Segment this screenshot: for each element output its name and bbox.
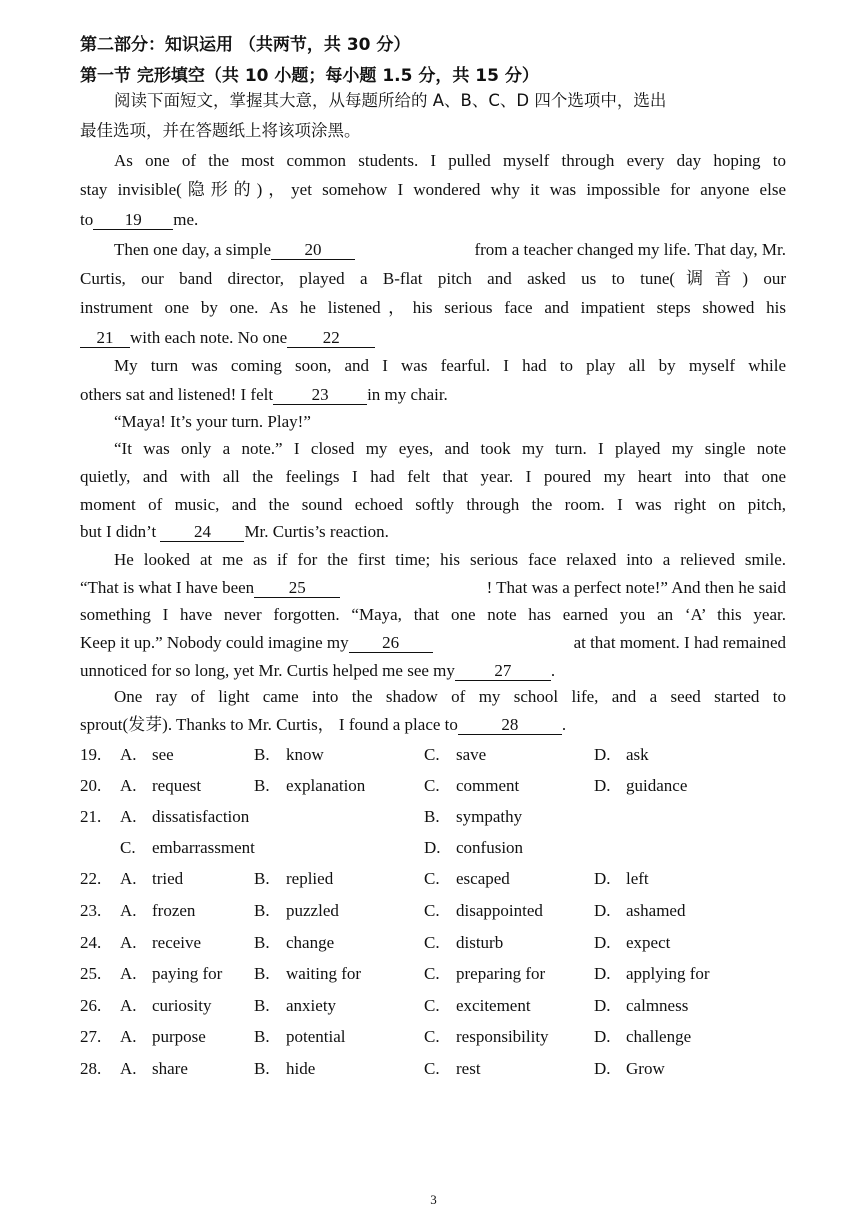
option-b <box>254 1059 315 1079</box>
option-letter: D. <box>594 933 611 952</box>
passage-line <box>80 577 786 599</box>
question-row <box>80 745 800 769</box>
passage-text: me. <box>173 210 199 229</box>
option-a <box>120 745 174 765</box>
option-letter: B. <box>254 901 270 920</box>
passage-line <box>114 239 786 261</box>
section-title: 第二部分：知识运用 （共两节，共 30 分） <box>80 35 411 55</box>
passage-line: As one of the most common students. I pulled myself through every day hoping to <box>114 151 786 170</box>
option-letter: D. <box>594 745 611 764</box>
option-a <box>120 807 249 827</box>
passage-text: others sat and listened! I felt <box>80 385 274 404</box>
question-row <box>80 996 800 1020</box>
option-letter: B. <box>254 996 270 1015</box>
option-letter: C. <box>424 869 440 888</box>
option-letter: C. <box>120 838 136 857</box>
question-row <box>80 933 800 957</box>
subsection-title: 第一节 完形填空（共 10 小题；每小题 1.5 分，共 15 分） <box>80 66 539 86</box>
option-text: puzzled <box>286 901 339 920</box>
question-number: 24. <box>80 933 102 952</box>
passage-text: Then one day, a simple <box>114 240 272 259</box>
question-number: 21. <box>80 807 102 826</box>
option-text: curiosity <box>152 996 212 1015</box>
passage-line <box>80 660 555 682</box>
passage-line: One ray of light came into the shadow of my school life, and a seed started to <box>114 687 786 706</box>
option-letter: B. <box>254 933 270 952</box>
question-row <box>80 964 800 988</box>
blank-21: 21 <box>80 329 130 348</box>
option-d <box>594 996 688 1016</box>
option-a <box>120 1059 188 1079</box>
option-text: explanation <box>286 776 366 795</box>
option-letter: D. <box>594 996 611 1015</box>
option-d <box>594 1059 665 1079</box>
option-letter: B. <box>254 745 270 764</box>
option-letter: A. <box>120 1027 137 1046</box>
option-text: frozen <box>152 901 196 920</box>
passage-text: at that moment. I had remained <box>573 633 786 652</box>
blank-22: 22 <box>287 329 375 348</box>
option-a <box>120 776 201 796</box>
question-number: 28. <box>80 1059 102 1078</box>
passage-text: . <box>550 661 556 680</box>
option-letter: B. <box>254 869 270 888</box>
option-c <box>424 901 543 921</box>
passage-line: instrument one by one. As he listened，his serious face and impatient steps showed his <box>80 298 786 317</box>
option-letter: A. <box>120 933 137 952</box>
option-text: guidance <box>626 776 688 795</box>
option-c <box>424 1059 481 1079</box>
option-letter: A. <box>120 1059 137 1078</box>
question-number: 25. <box>80 964 102 983</box>
passage-text: but I didn’t <box>80 522 157 541</box>
option-text: calmness <box>626 996 689 1015</box>
option-text: anxiety <box>286 996 337 1015</box>
option-text: sympathy <box>456 807 523 826</box>
question-number: 23. <box>80 901 102 920</box>
option-b <box>254 964 361 984</box>
option-letter: B. <box>254 1059 270 1078</box>
option-d <box>594 901 685 921</box>
option-text: potential <box>286 1027 346 1046</box>
option-a <box>120 1027 206 1047</box>
option-letter: D. <box>424 838 441 857</box>
option-d <box>594 869 649 889</box>
passage-text: “That is what I have been <box>80 578 255 597</box>
option-b <box>254 869 333 889</box>
question-row <box>80 869 800 893</box>
passage-text: . <box>561 715 567 734</box>
option-c <box>424 964 545 984</box>
option-letter: C. <box>424 745 440 764</box>
passage-line: He looked at me as if for the first time; his serious face relaxed into a relieved smile. <box>114 550 786 569</box>
passage-line <box>80 327 375 349</box>
option-text: purpose <box>152 1027 206 1046</box>
option-text: comment <box>456 776 520 795</box>
option-letter: D. <box>594 1027 611 1046</box>
option-d <box>594 933 670 953</box>
instructions-line-1: 阅读下面短文，掌握其大意，从每题所给的 A、B、C、D 四个选项中，选出 <box>114 91 667 110</box>
blank-26: 26 <box>349 634 433 653</box>
option-letter: A. <box>120 996 137 1015</box>
instructions-line-2: 最佳选项，并在答题纸上将该项涂黑。 <box>80 121 361 140</box>
option-letter: A. <box>120 869 137 888</box>
option-text: preparing for <box>456 964 546 983</box>
passage-line <box>80 632 786 654</box>
option-c <box>424 776 519 796</box>
question-number: 27. <box>80 1027 102 1046</box>
question-row <box>80 901 800 925</box>
blank-27: 27 <box>455 662 551 681</box>
blank-19: 19 <box>93 211 173 230</box>
option-text: know <box>286 745 324 764</box>
option-b <box>254 996 336 1016</box>
option-a <box>120 869 183 889</box>
option-d <box>594 776 687 796</box>
option-a <box>120 933 201 953</box>
question-number: 26. <box>80 996 102 1015</box>
passage-text: from a teacher changed my life. That day, Mr. <box>474 240 786 259</box>
blank-28: 28 <box>458 716 562 735</box>
option-text: receive <box>152 933 202 952</box>
option-b <box>254 745 324 765</box>
option-letter: C. <box>424 1059 440 1078</box>
passage-line <box>80 714 566 736</box>
option-d <box>424 838 523 858</box>
option-text: excitement <box>456 996 531 1015</box>
option-letter: A. <box>120 745 137 764</box>
passage-line: Curtis, our band director, played a B-flat pitch and asked us to tune(调音) our <box>80 269 786 288</box>
option-text: dissatisfaction <box>152 807 250 826</box>
option-letter: C. <box>424 964 440 983</box>
question-row <box>80 776 800 800</box>
passage-line: moment of music, and the sound echoed softly through the room. I was right on pitch, <box>80 495 786 514</box>
option-a <box>120 964 222 984</box>
option-letter: C. <box>424 1027 440 1046</box>
option-text: expect <box>626 933 671 952</box>
option-letter: A. <box>120 964 137 983</box>
option-letter: B. <box>254 1027 270 1046</box>
option-letter: B. <box>424 807 440 826</box>
passage-text: Mr. Curtis’s reaction. <box>244 522 389 541</box>
option-letter: C. <box>424 776 440 795</box>
passage-text: with each note. No one <box>130 328 288 347</box>
passage-line: “It was only a note.” I closed my eyes, and took my turn. I played my single note <box>114 439 786 458</box>
option-text: paying for <box>152 964 223 983</box>
option-letter: A. <box>120 807 137 826</box>
passage-text: to <box>80 210 94 229</box>
option-c <box>424 1027 549 1047</box>
option-letter: D. <box>594 869 611 888</box>
question-row <box>80 807 800 831</box>
option-letter: C. <box>424 901 440 920</box>
passage-line: quietly, and with all the feelings I had felt that year. I poured my heart into that one <box>80 467 786 486</box>
question-number: 22. <box>80 869 102 888</box>
option-a <box>120 901 195 921</box>
option-text: replied <box>286 869 334 888</box>
option-letter: D. <box>594 1059 611 1078</box>
option-letter: D. <box>594 964 611 983</box>
option-letter: B. <box>254 776 270 795</box>
passage-line <box>80 209 198 231</box>
option-text: waiting for <box>286 964 362 983</box>
option-c <box>424 745 486 765</box>
question-row <box>80 838 800 862</box>
option-text: disturb <box>456 933 504 952</box>
option-text: challenge <box>626 1027 692 1046</box>
option-text: ashamed <box>626 901 686 920</box>
option-text: escaped <box>456 869 510 888</box>
page-number: 3 <box>430 1192 437 1207</box>
option-letter: B. <box>254 964 270 983</box>
option-text: tried <box>152 869 184 888</box>
option-letter: A. <box>120 776 137 795</box>
option-text: disappointed <box>456 901 543 920</box>
option-c <box>424 996 531 1016</box>
option-text: save <box>456 745 487 764</box>
option-text: request <box>152 776 202 795</box>
question-row <box>80 1059 800 1083</box>
question-row <box>80 1027 800 1051</box>
option-text: share <box>152 1059 188 1078</box>
option-text: see <box>152 745 174 764</box>
passage-line: stay invisible(隐形的)，yet somehow I wondered why it was impossible for anyone else <box>80 180 786 199</box>
option-text: embarrassment <box>152 838 255 857</box>
option-text: hide <box>286 1059 316 1078</box>
option-b <box>254 1027 345 1047</box>
option-d <box>594 745 649 765</box>
option-d <box>594 1027 691 1047</box>
passage-line <box>80 384 448 406</box>
option-b <box>424 807 522 827</box>
blank-25: 25 <box>254 579 340 598</box>
option-d <box>594 964 710 984</box>
blank-23: 23 <box>273 386 367 405</box>
option-text: Grow <box>626 1059 665 1078</box>
option-text: left <box>626 869 649 888</box>
option-text: responsibility <box>456 1027 549 1046</box>
passage-text: Keep it up.” Nobody could imagine my <box>80 633 349 652</box>
passage-line: My turn was coming soon, and I was fearful. I had to play all by myself while <box>114 356 786 375</box>
option-b <box>254 901 339 921</box>
option-c <box>120 838 255 858</box>
option-text: applying for <box>626 964 710 983</box>
passage-line <box>80 521 389 543</box>
option-letter: C. <box>424 996 440 1015</box>
option-a <box>120 996 212 1016</box>
passage-text: in my chair. <box>367 385 448 404</box>
passage-text: sprout(发芽). Thanks to Mr. Curtis， I found a place to <box>80 715 458 734</box>
option-b <box>254 933 334 953</box>
option-letter: D. <box>594 776 611 795</box>
option-letter: C. <box>424 933 440 952</box>
passage-line: “Maya! It’s your turn. Play!” <box>114 412 311 431</box>
blank-20: 20 <box>271 241 355 260</box>
option-letter: D. <box>594 901 611 920</box>
question-number: 19. <box>80 745 102 764</box>
option-text: ask <box>626 745 649 764</box>
option-b <box>254 776 365 796</box>
option-letter: A. <box>120 901 137 920</box>
passage-line: something I have never forgotten. “Maya, that one note has earned you an ‘A’ this year. <box>80 605 786 624</box>
blank-24: 24 <box>160 523 244 542</box>
question-number: 20. <box>80 776 102 795</box>
passage-text: ! That was a perfect note!” And then he said <box>486 578 786 597</box>
option-text: rest <box>456 1059 481 1078</box>
passage-text: unnoticed for so long, yet Mr. Curtis helped me see my <box>80 661 455 680</box>
option-text: change <box>286 933 335 952</box>
option-text: confusion <box>456 838 524 857</box>
option-c <box>424 869 510 889</box>
option-c <box>424 933 503 953</box>
